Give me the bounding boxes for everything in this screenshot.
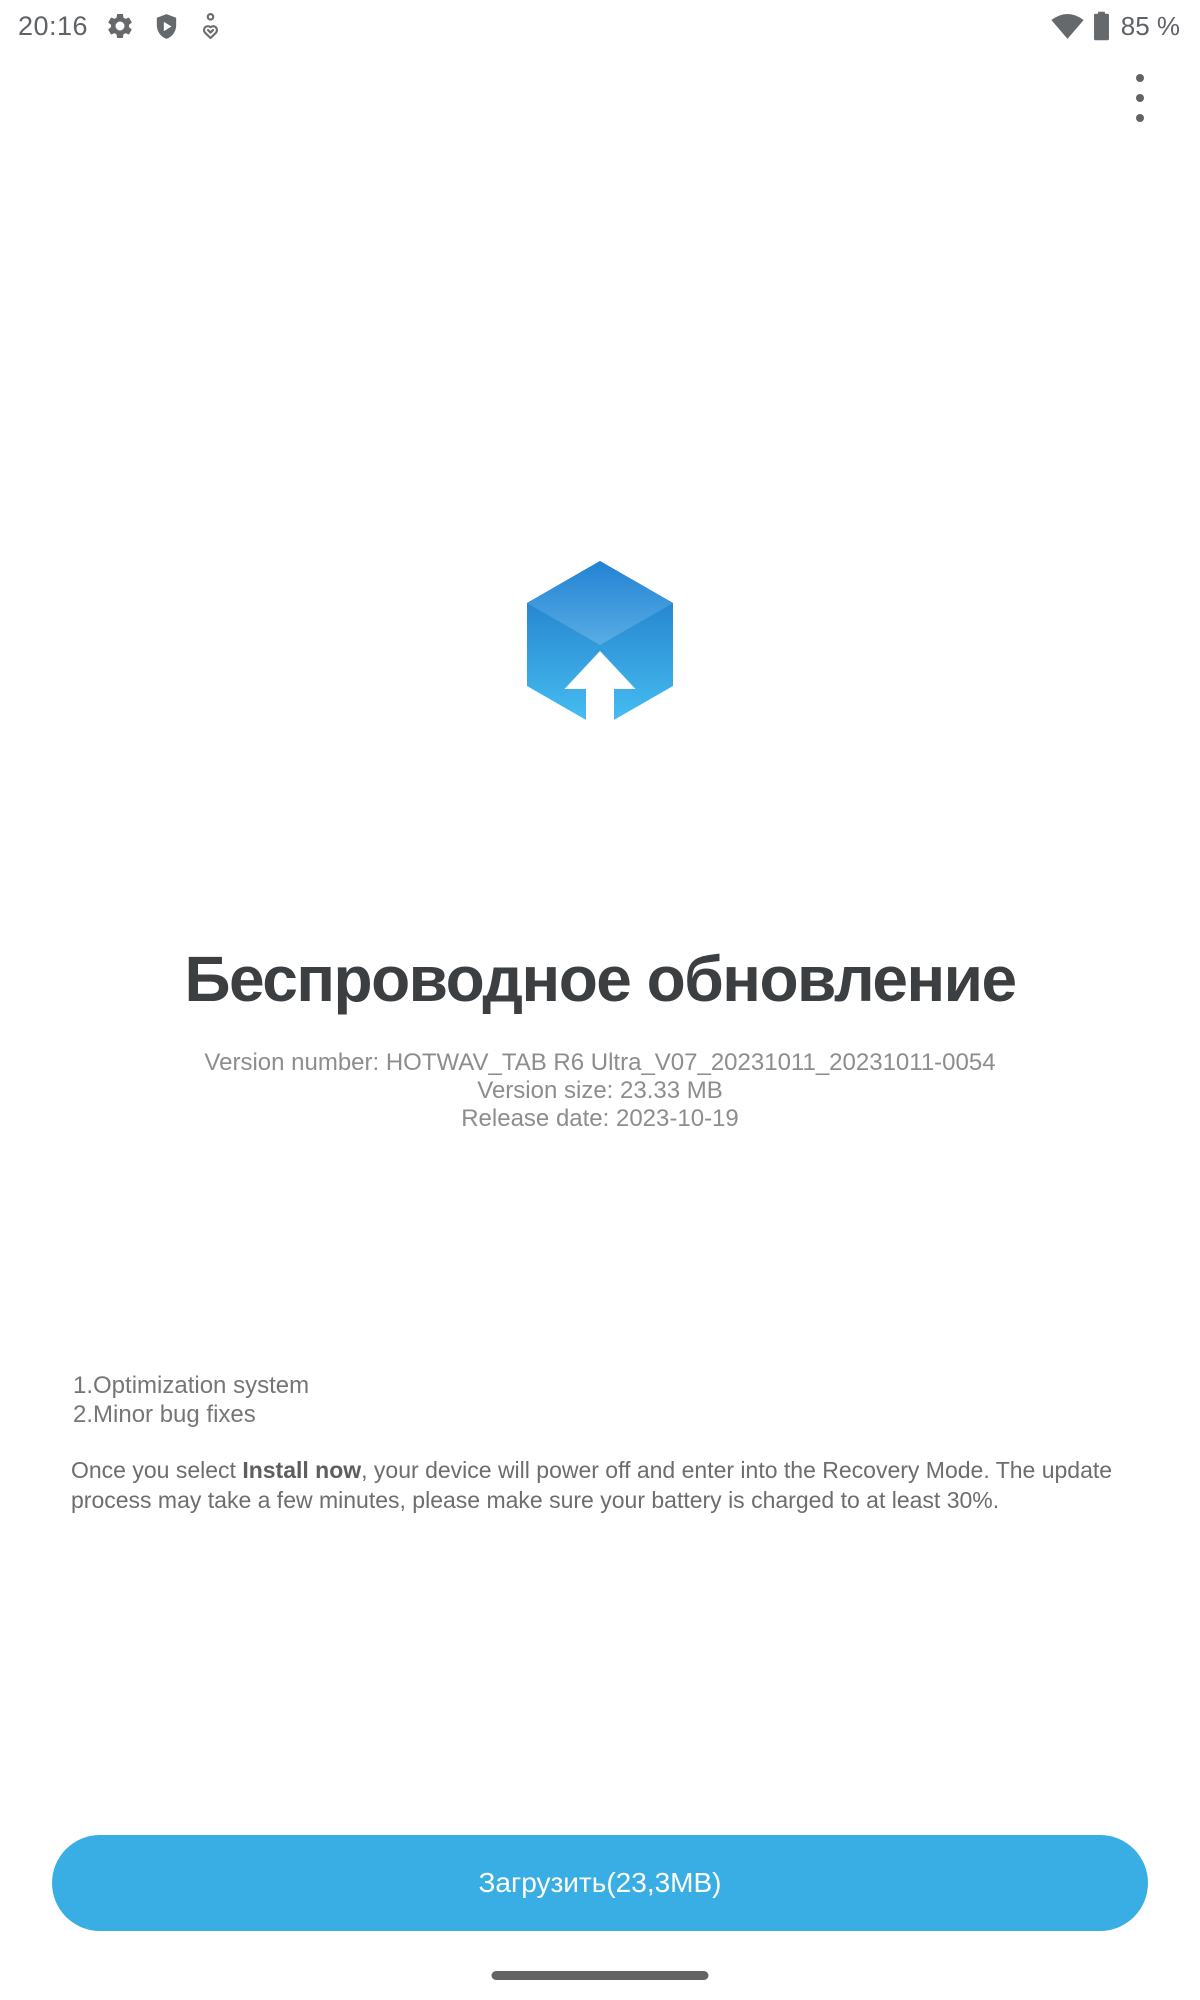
status-bar-right [1050,11,1180,42]
changelog [73,1371,1128,1429]
home-gesture-pill[interactable] [492,1971,709,1980]
version-number-line: Version number: HOTWAV_TAB R6 Ultra_V07_20231011_20231011-0054 [204,1049,996,1076]
page-title: Беспроводное обновление [184,943,1016,1015]
update-cube-arrow-icon [527,561,673,729]
notice-text: Once you select [71,1457,243,1483]
status-time: 20:16 [18,10,89,41]
three-dot-menu-icon [1136,94,1144,102]
battery-full-icon [1092,11,1111,41]
three-dot-menu-icon [1136,74,1144,82]
status-bar-left [18,10,223,42]
overflow-menu-button[interactable] [1116,66,1164,130]
battery-percent-label: 85 % [1120,10,1180,41]
notice-bold-text: Install now [242,1457,362,1483]
wifi-icon [1050,13,1085,40]
changelog-item: 2.Minor bug fixes [73,1401,256,1428]
version-info [0,1049,1200,1133]
version-size-line: Version size: 23.33 MB [477,1077,723,1104]
three-dot-menu-icon [1136,114,1144,122]
install-notice [71,1455,1137,1515]
download-button[interactable]: Загрузить(23,3MB) [52,1835,1148,1931]
wellbeing-heart-icon [198,10,223,42]
status-bar [0,0,1200,52]
notice-text: , your device will power off and enter into the Recovery Mode. The update process may take a few minutes, please make sure your battery is charged to at least 30%. [71,1457,1113,1513]
settings-gear-icon [105,11,135,41]
release-date-line: Release date: 2023-10-19 [461,1105,739,1132]
play-protect-shield-icon [152,11,181,42]
changelog-item: 1.Optimization system [73,1372,310,1399]
